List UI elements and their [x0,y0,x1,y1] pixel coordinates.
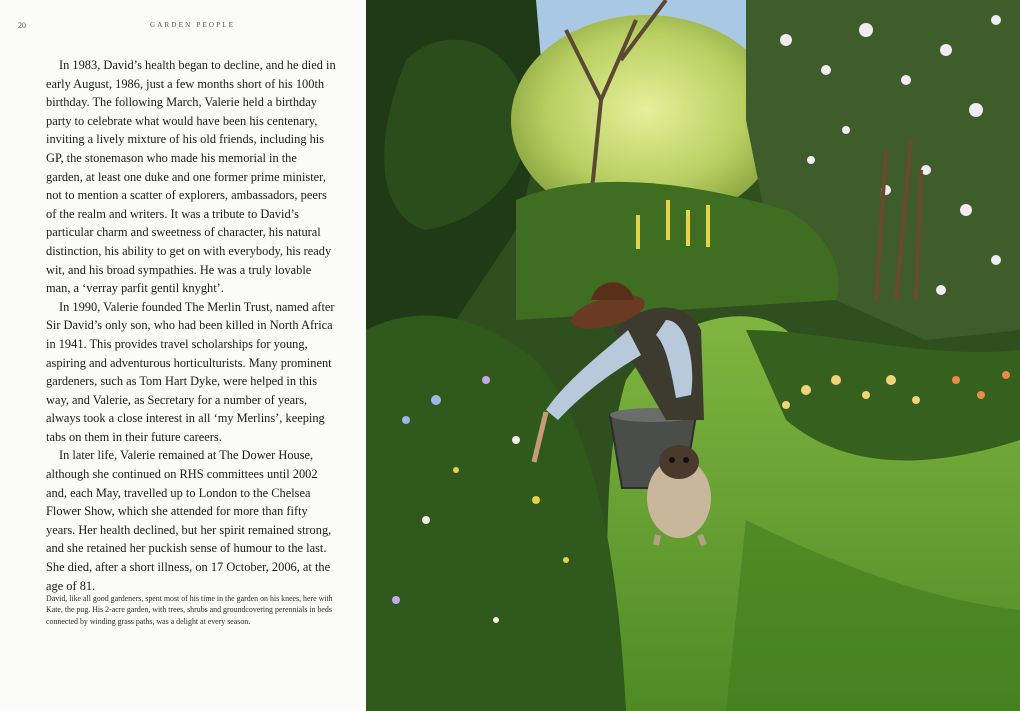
running-head: GARDEN PEOPLE [150,21,236,29]
photo-caption: David, like all good gardeners, spent most of his time in the garden on his knees, here with Kate, the pug. His 2-acre garden, with trees, shrubs and groundcovering perennials in beds connected by winding grass paths, was a delight at every season. [46,594,333,626]
body-text [46,56,336,595]
pug-eye [669,457,675,463]
garden-illustration [366,0,1020,711]
paragraph: In 1983, David’s health began to decline, and he died in early August, 1986, just a few months short of his 100th birthday. The following March, Valerie held a birthday party to celebrate what would have been his centenary, inviting a lively mixture of his old friends, including his GP, the stonemason who made his memorial in the garden, at least one duke and one former prime minister, not to mention a scatter of explorers, ambassadors, peers of the realm and writers. It was a tribute to David’s particular charm and sweetness of character, his natural distinction, his ability to get on with everybody, his ready wit, and his broad sympathies. He was a truly lovable man, a ‘verray parfit gentil knyght’. [46,58,336,296]
page-number: 20 [18,21,26,30]
text-page [0,0,366,711]
pug-eye [683,457,689,463]
paragraph: In later life, Valerie remained at The Dower House, although she continued on RHS committees until 2002 and, each May, travelled up to London to the Chelsea Flower Show, which she attended for more than fifty years. Her health declined, but her spirit remained strong, and she retained her puckish sense of humour to the last. She died, after a short illness, on 17 October, 2006, at the age of 81. [46,448,332,593]
pug-face [659,445,699,479]
garden-photo [366,0,1020,711]
paragraph: In 1990, Valerie founded The Merlin Trust, named after Sir David’s only son, who had been killed in North Africa in 1941. This provides travel scholarships for young, aspiring and adventurous horticulturists. Many prominent gardeners, such as Tom Hart Dyke, were helped in this way, and Valerie, as Secretary for a number of years, always took a close interest in all ‘my Merlins’, keeping tabs on them in their future careers. [46,299,335,444]
